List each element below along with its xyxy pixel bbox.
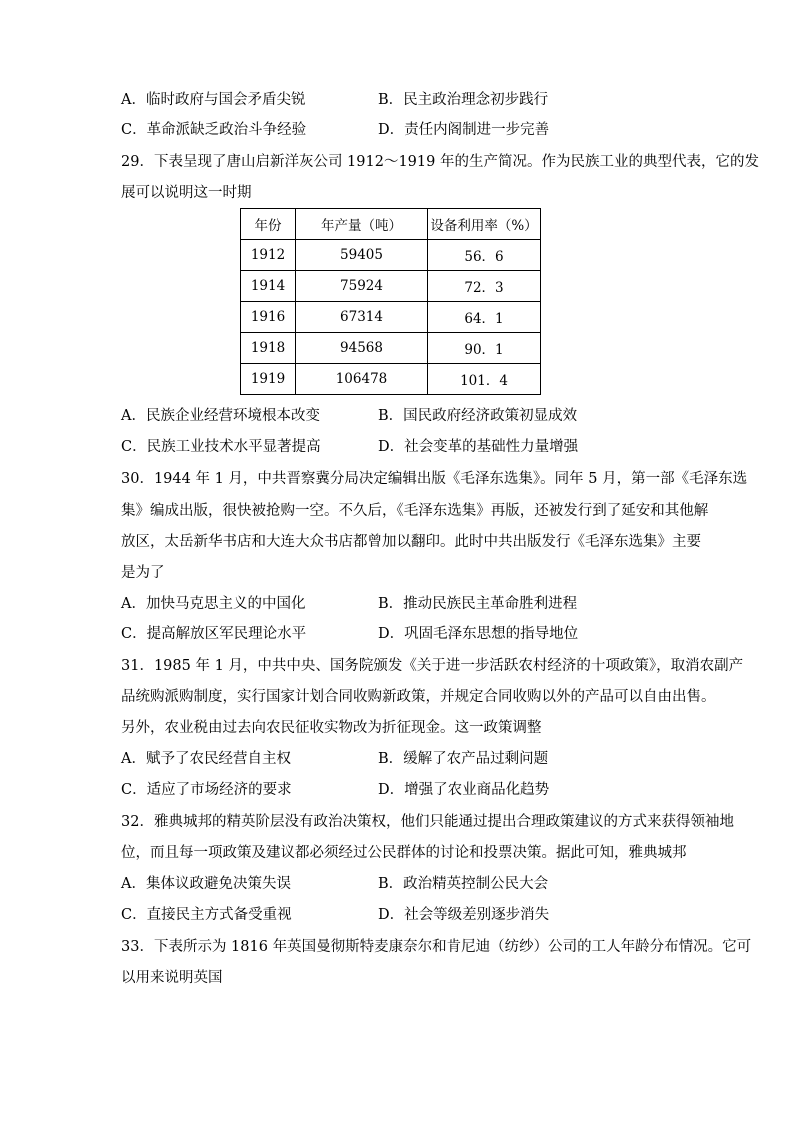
q29-stem-line-1: 29．下表呈现了唐山启新洋灰公司 1912～1919 年的生产简况。作为民族工业的典型代表，它的发	[121, 154, 759, 170]
table-cell-year: 1918	[241, 333, 296, 364]
q29-stem-line-2: 展可以说明这一时期	[121, 185, 252, 201]
q30-option-b: B．推动民族民主革命胜利进程	[378, 596, 578, 612]
table-cell-utilization: 72．3	[428, 271, 541, 302]
q29-option-a: A．民族企业经营环境根本改变	[121, 408, 320, 424]
table-row	[241, 364, 541, 395]
table-cell-output: 59405	[296, 240, 428, 271]
q30-option-a: A．加快马克思主义的中国化	[121, 596, 306, 612]
table-cell-output: 75924	[296, 271, 428, 302]
table-cell-year: 1912	[241, 240, 296, 271]
q32-option-c: C．直接民主方式备受重视	[121, 907, 292, 923]
table-cell-year: 1914	[241, 271, 296, 302]
q31-option-a: A．赋予了农民经营自主权	[121, 751, 291, 767]
table-cell-utilization: 101．4	[428, 364, 541, 395]
table-cell-utilization: 56．6	[428, 240, 541, 271]
q31-option-b: B．缓解了农产品过剩问题	[378, 751, 549, 767]
table-cell-year: 1919	[241, 364, 296, 395]
table-cell-utilization: 64．1	[428, 302, 541, 333]
table-row	[241, 240, 541, 271]
q31-option-c: C．适应了市场经济的要求	[121, 782, 292, 798]
q33-stem-line-1: 33．下表所示为 1816 年英国曼彻斯特麦康奈尔和肯尼迪（纺纱）公司的工人年龄分布情况。它可	[121, 939, 752, 955]
table-row	[241, 271, 541, 302]
table-cell-year: 1916	[241, 302, 296, 333]
table-row	[241, 333, 541, 364]
q32-option-b: B．政治精英控制公民大会	[378, 876, 549, 892]
q30-option-c: C．提高解放区军民理论水平	[121, 626, 307, 642]
q30-stem-line-4: 是为了	[121, 565, 165, 581]
q29-option-d: D．社会变革的基础性力量增强	[378, 439, 579, 455]
table-cell-output: 94568	[296, 333, 428, 364]
q33-stem-line-2: 以用来说明英国	[121, 970, 223, 986]
q32-stem-line-1: 32．雅典城邦的精英阶层没有政治决策权，他们只能通过提出合理政策建议的方式来获得领袖地	[121, 814, 734, 830]
q29-option-b: B．国民政府经济政策初显成效	[378, 408, 578, 424]
q28-option-c: C．革命派缺乏政治斗争经验	[121, 122, 307, 138]
q30-stem-line-3: 放区，太岳新华书店和大连大众书店都曾加以翻印。此时中共出版发行《毛泽东选集》主要	[121, 534, 701, 550]
q28-option-b: B．民主政治理念初步践行	[378, 92, 549, 108]
q28-option-d: D．责任内阁制进一步完善	[378, 122, 550, 138]
table-cell-output: 67314	[296, 302, 428, 333]
table-row	[241, 302, 541, 333]
table-header-cell: 设备利用率（%）	[428, 209, 541, 240]
production-table	[240, 208, 541, 395]
table-header-row	[241, 209, 541, 240]
q31-option-d: D．增强了农业商品化趋势	[378, 782, 550, 798]
q30-stem-line-1: 30．1944 年 1 月，中共晋察冀分局决定编辑出版《毛泽东选集》。同年 5 月，第一部《毛泽东选	[121, 471, 748, 487]
q29-option-c: C．民族工业技术水平显著提高	[121, 439, 321, 455]
q31-stem-line-3: 另外，农业税由过去向农民征收实物改为折征现金。这一政策调整	[121, 720, 542, 736]
table-header-cell: 年份	[241, 209, 296, 240]
q30-option-d: D．巩固毛泽东思想的指导地位	[378, 626, 579, 642]
table-header-cell: 年产量（吨）	[296, 209, 428, 240]
q32-stem-line-2: 位，而且每一项政策及建议都必须经过公民群体的讨论和投票决策。据此可知，雅典城邦	[121, 845, 687, 861]
q31-stem-line-1: 31．1985 年 1 月，中共中央、国务院颁发《关于进一步活跃农村经济的十项政策》，取消农副产	[121, 658, 744, 674]
q28-option-a: A．临时政府与国会矛盾尖锐	[121, 92, 306, 108]
table-cell-utilization: 90．1	[428, 333, 541, 364]
q31-stem-line-2: 品统购派购制度，实行国家计划合同收购新政策，并规定合同收购以外的产品可以自由出售。	[121, 689, 716, 705]
q32-option-d: D．社会等级差别逐步消失	[378, 907, 550, 923]
table-cell-output: 106478	[296, 364, 428, 395]
q30-stem-line-2: 集》编成出版，很快被抢购一空。不久后，《毛泽东选集》再版，还被发行到了延安和其他解	[121, 503, 709, 519]
q32-option-a: A．集体议政避免决策失误	[121, 876, 291, 892]
